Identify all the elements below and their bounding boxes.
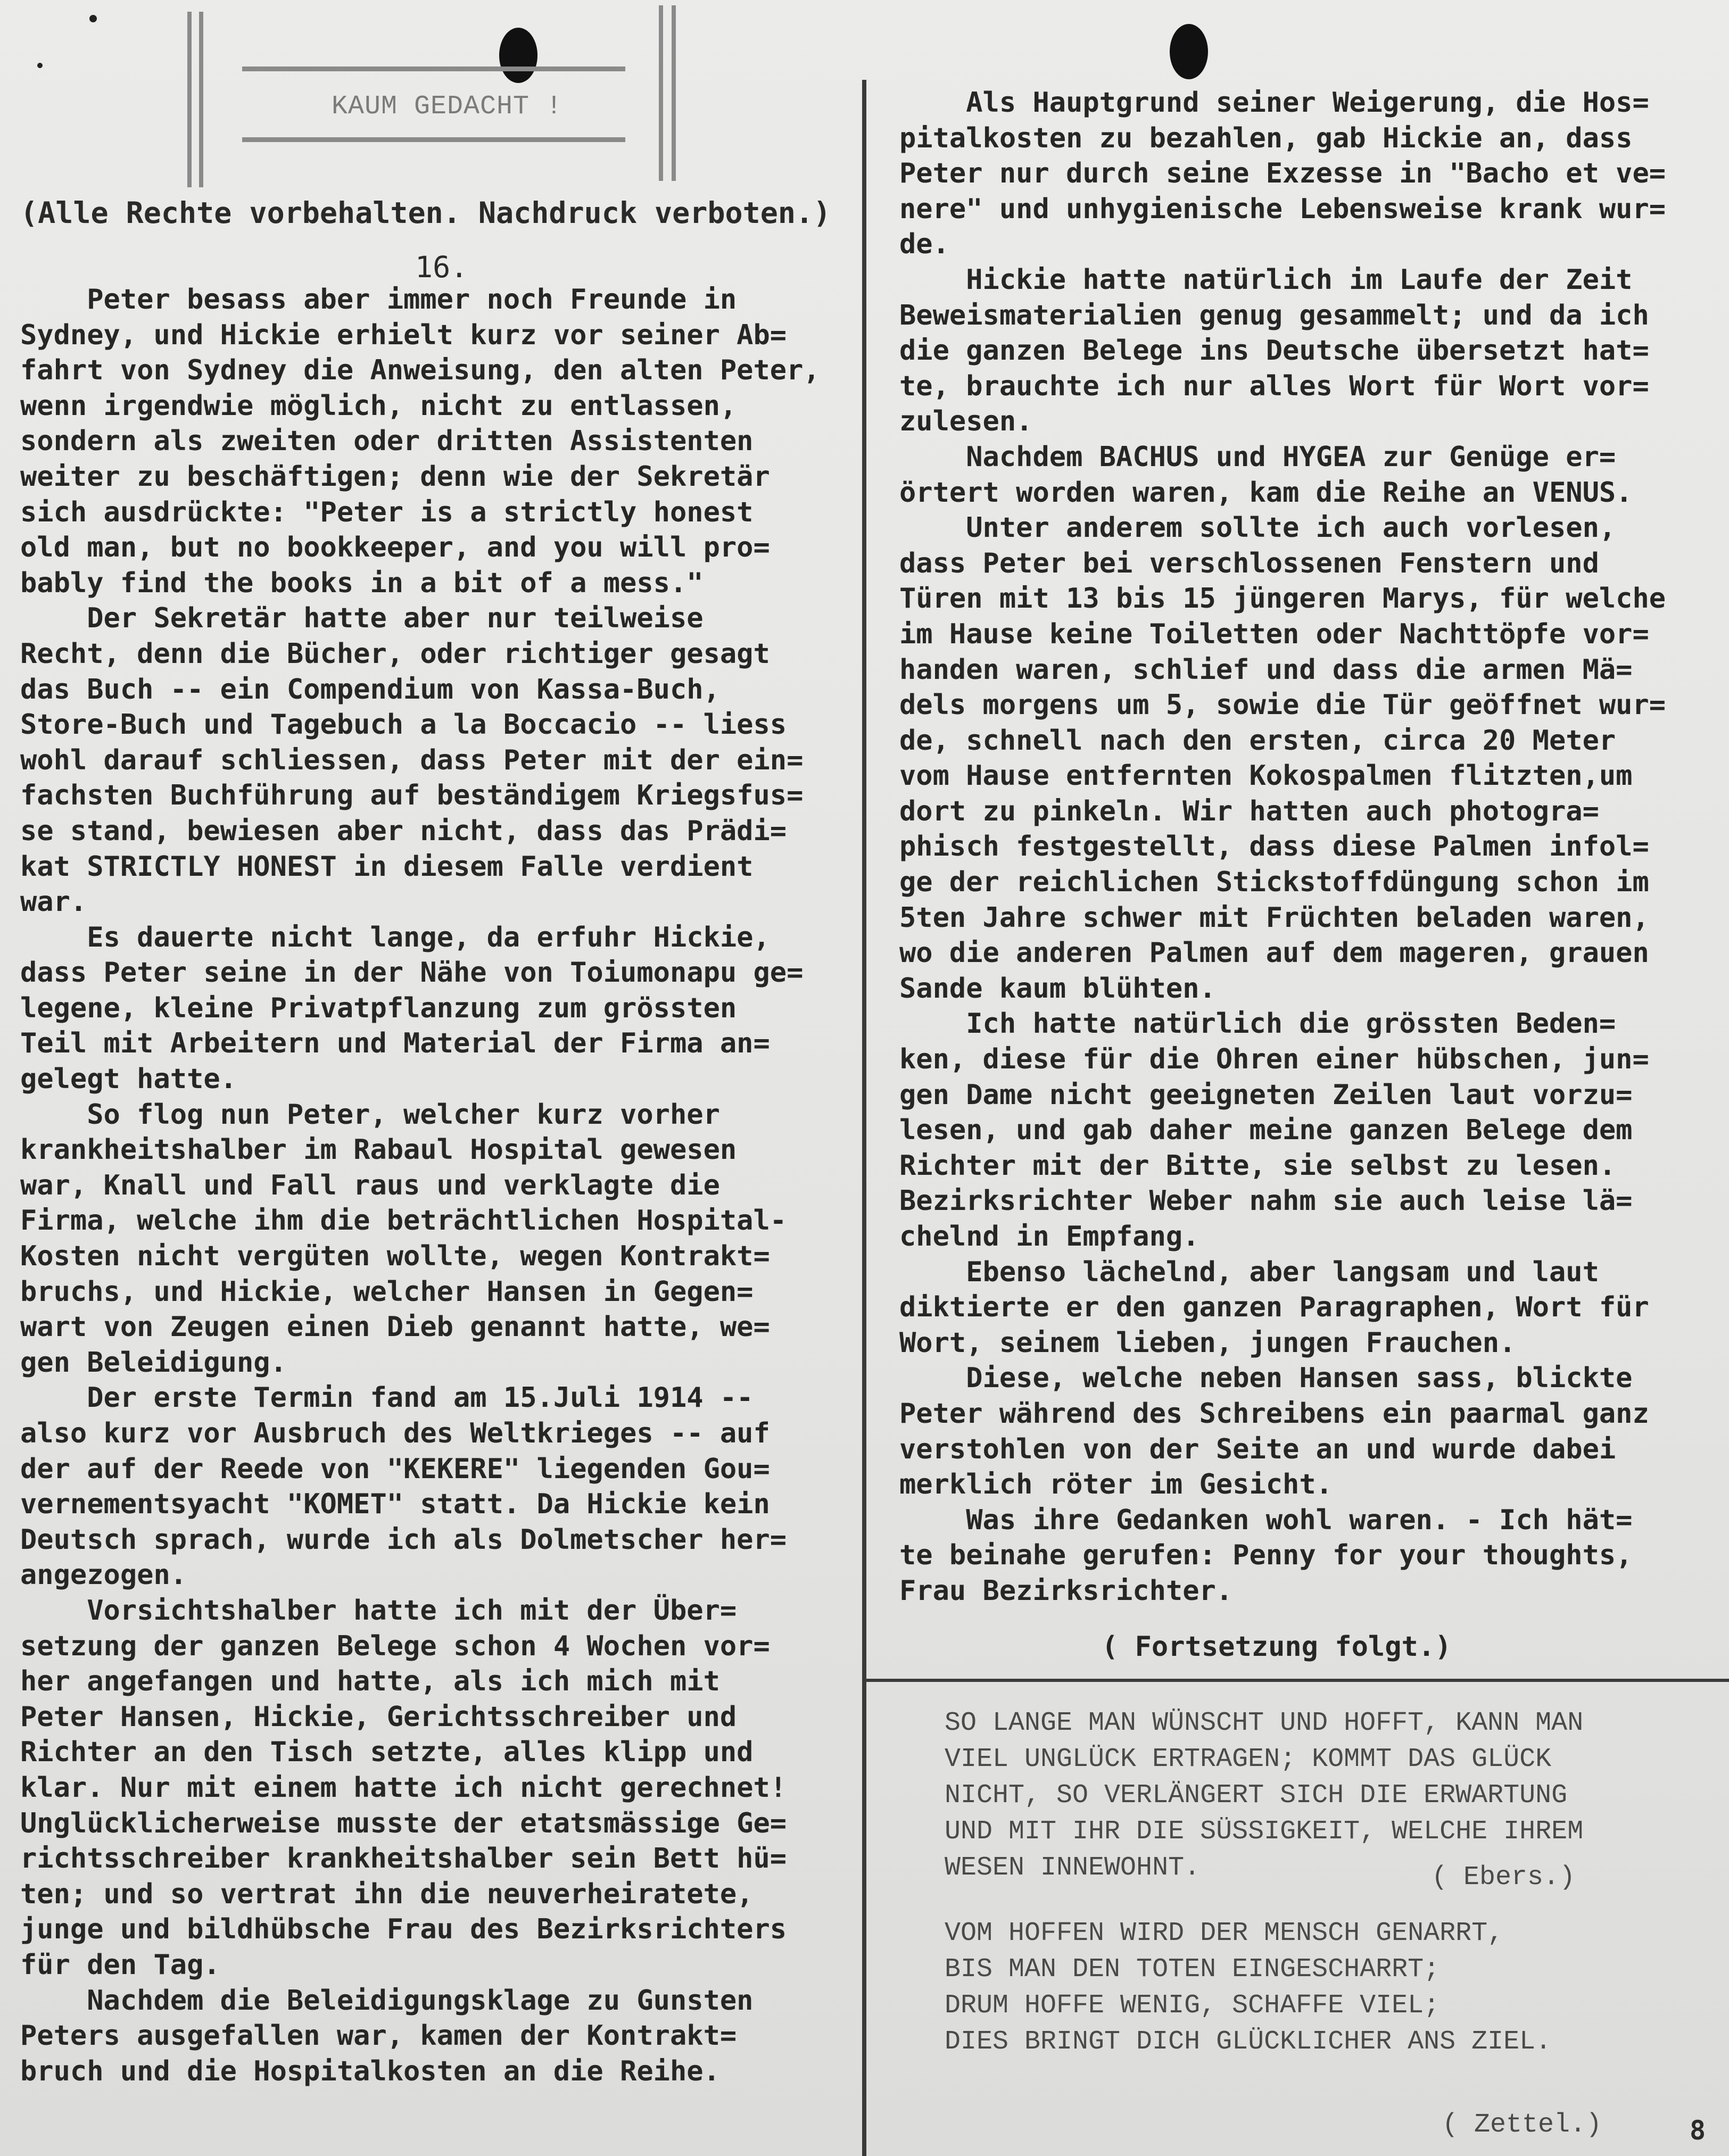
ink-speck: [37, 63, 43, 68]
quote-ebers: SO LANGE MAN WÜNSCHT UND HOFFT, KANN MAN VIEL UNGLÜCK ERTRAGEN; KOMMT DAS GLÜCK NICHT, SO VERLÄNGERT SICH DIE ERWARTUNG UND MIT IHR DIE SÜSSIGKEIT, WELCHE IHREM WESEN INNEWOHNT.: [945, 1708, 1584, 1883]
page-number: 8: [1690, 2115, 1706, 2146]
rights-notice: (Alle Rechte vorbehalten. Nachdruck verboten.): [20, 196, 831, 230]
section-divider: [862, 1679, 1729, 1682]
column-divider: [862, 80, 866, 2156]
ink-speck: [89, 15, 97, 22]
quote-zettel-attribution: ( Zettel.): [1442, 2110, 1602, 2140]
episode-number: 16.: [415, 250, 468, 284]
quote-zettel: VOM HOFFEN WIRD DER MENSCH GENARRT, BIS MAN DEN TOTEN EINGESCHARRT; DRUM HOFFE WENIG, SCHAFFE VIEL; DIES BRINGT DICH GLÜCKLICHER ANS ZIEL.: [945, 1918, 1552, 2057]
story-title: KAUM GEDACHT !: [331, 92, 563, 122]
quote-ebers-attribution: ( Ebers.): [1432, 1862, 1576, 1893]
punch-hole-left: [499, 28, 537, 83]
continuation-note: ( Fortsetzung folgt.): [1102, 1631, 1452, 1663]
left-column-text: Peter besass aber immer noch Freunde in Sydney, und Hickie erhielt kurz vor seiner Ab= fahrt von Sydney die Anweisung, den alten Peter, wenn irgendwie möglich, nicht zu entlassen, sondern als zweiten oder dritten Assistenten weiter zu beschäftigen; denn wie der Sekretär sich ausdrückte: "Peter is a strictly honest old man, but no bookkeeper, and you will pro= bably find the books in a bit of a mess." Der Sekretär hatte aber nur teilweise Recht, denn die Bücher, oder richtiger gesagt das Buch -- ein Compendium von Kassa-Buch, Store-Buch und Tagebuch a la Boccacio -- liess wohl darauf schliessen, dass Peter mit der ein= fachsten Buchführung auf beständigem Kriegsfus= se stand, bewiesen aber nicht, dass das Prädi= kat STRICTLY HONEST in diesem Falle verdient war. Es dauerte nicht lange, da erfuhr Hickie, dass Peter seine in der Nähe von Toiumonapu ge= legene, kleine Privatpflanzung zum grössten Teil mit Arbeitern und Material der Firma an= gelegt hatte. So flog nun Peter, welcher kurz vorher krankheitshalber im Rabaul Hospital gewesen war, Knall und Fall raus und verklagte die Firma, welche ihm die beträchtlichen Hospital- Kosten nicht vergüten wollte, wegen Kontrakt= bruchs, und Hickie, welcher Hansen in Gegen= wart von Zeugen einen Dieb genannt hatte, we= gen Beleidigung. Der erste Termin fand am 15.Juli 1914 -- also kurz vor Ausbruch des Weltkrieges -- auf der auf der Reede von "KEKERE" liegenden Gou= vernementsyacht "KOMET" statt. Da Hickie kein Deutsch sprach, wurde ich als Dolmetscher her= angezogen. Vorsichtshalber hatte ich mit der Über= setzung der ganzen Belege schon 4 Wochen vor= her angefangen und hatte, als ich mich mit Peter Hansen, Hickie, Gerichtsschreiber und Richter an den Tisch setzte, alles klipp und klar. Nur mit einem hatte ich nicht gerechnet! Unglücklicherweise musste der etatsmässige Ge= richtsschreiber krankheitshalber sein Bett hü= ten; und so vertrat ihn die neuverheiratete, junge und bildhübsche Frau des Bezirksrichters für den Tag. Nachdem die Beleidigungsklage zu Gunsten Peters ausgefallen war, kamen der Kontrakt= bruch und die Hospitalkosten an die Reihe.: [20, 284, 820, 2087]
right-column-text: Als Hauptgrund seiner Weigerung, die Hos= pitalkosten zu bezahlen, gab Hickie an, dass Peter nur durch seine Exzesse in "Bacho et ve= nere" und unhygienische Lebensweise krank wur= de. Hickie hatte natürlich im Laufe der Zeit Beweismaterialien genug gesammelt; und da ich die ganzen Belege ins Deutsche übersetzt hat= te, brauchte ich nur alles Wort für Wort vor= zulesen. Nachdem BACHUS und HYGEA zur Genüge er= örtert worden waren, kam die Reihe an VENUS. Unter anderem sollte ich auch vorlesen, dass Peter bei verschlossenen Fenstern und Türen mit 13 bis 15 jüngeren Marys, für welche im Hause keine Toiletten oder Nachttöpfe vor= handen waren, schlief und dass die armen Mä= dels morgens um 5, sowie die Tür geöffnet wur= de, schnell nach den ersten, circa 20 Meter vom Hause entfernten Kokospalmen flitzten,um dort zu pinkeln. Wir hatten auch photogra= phisch festgestellt, dass diese Palmen infol= ge der reichlichen Stickstoffdüngung schon im 5ten Jahre schwer mit Früchten beladen waren, wo die anderen Palmen auf dem mageren, grauen Sande kaum blühten. Ich hatte natürlich die grössten Beden= ken, diese für die Ohren einer hübschen, jun= gen Dame nicht geeigneten Zeilen laut vorzu= lesen, und gab daher meine ganzen Belege dem Richter mit der Bitte, sie selbst zu lesen. Bezirksrichter Weber nahm sie auch leise lä= chelnd in Empfang. Ebenso lächelnd, aber langsam und laut diktierte er den ganzen Paragraphen, Wort für Wort, seinem lieben, jungen Frauchen. Diese, welche neben Hansen sass, blickte Peter während des Schreibens ein paarmal ganz verstohlen von der Seite an und wurde dabei merklich röter im Gesicht. Was ihre Gedanken wohl waren. - Ich hät= te beinahe gerufen: Penny for your thoughts, Frau Bezirksrichter.: [899, 87, 1666, 1607]
punch-hole-right: [1170, 24, 1208, 79]
